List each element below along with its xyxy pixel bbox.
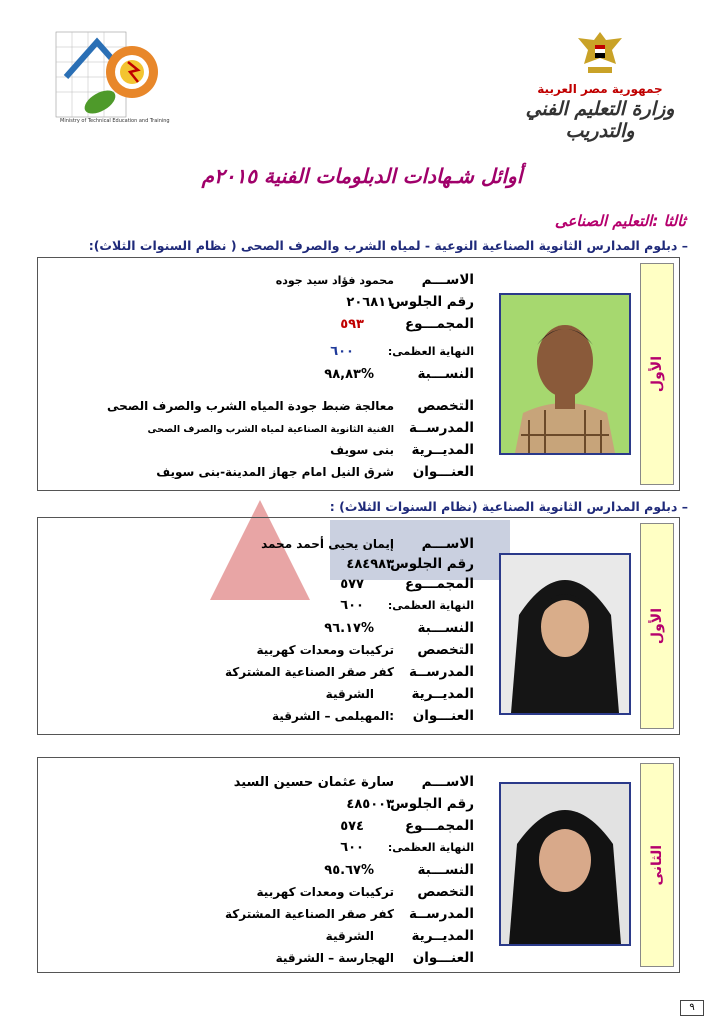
student-card-2	[37, 517, 680, 735]
ministry-name: وزارة التعليم الفني والتدريب	[525, 98, 675, 142]
school: كفر صقر الصناعية المشتركة	[224, 665, 394, 679]
total-score: ٥٧٤	[340, 819, 364, 834]
directorate: بنى سويف	[330, 443, 394, 457]
specialization: تركيبات ومعدات كهربية	[256, 643, 394, 657]
student-info: الاســـم إيمان يحيى أحمد محمد رقم الجلوس ٤٨٤٩٨٣ المجمـــوع ٥٧٧ النهاية العظمى: ٦٠٠ النســـبة %٩٦.١٧ التخصص تركيبات ومعدات كهربية المدرســة كفر صقر الصناعية المشتركة المديــرية الشرقية العنـــوان :المهيلمى – الشرقية	[224, 536, 474, 724]
seat-number: ٤٨٤٩٨٣	[346, 557, 394, 572]
directorate: الشرقية	[325, 929, 374, 943]
seat-number: ٢٠٦٨١١	[346, 295, 394, 310]
percentage: %٩٦.١٧	[324, 621, 374, 636]
student-info: الاســـم سارة عثمان حسين السيد رقم الجلوس ٤٨٥٠٠٣ المجمـــوع ٥٧٤ النهاية العظمى: ٦٠٠ النســـبة %٩٥.٦٧ التخصص تركيبات ومعدات كهربية المدرســة كفر صقر الصناعية المشتركة المديــرية الشرقية العنـــوان الهجارسة – الشرقية	[224, 774, 474, 966]
max-score: ٦٠٠	[340, 598, 364, 613]
eagle-emblem-icon	[572, 28, 628, 78]
specialization: تركيبات ومعدات كهربية	[256, 885, 394, 899]
diploma-heading-1: – دبلوم المدارس الثانوية الصناعية النوعية - لمياه الشرب والصرف الصحى ( نظام السنوات الثلاث):	[88, 238, 688, 253]
directorate: الشرقية	[325, 687, 374, 701]
max-score: ٦٠٠	[330, 344, 354, 359]
section-title: ثالثا :التعليم الصناعى	[554, 212, 686, 230]
address: شرق النيل امام جهاز المدينة-بنى سويف	[156, 465, 394, 479]
school: كفر صقر الصناعية المشتركة	[224, 907, 394, 921]
percentage: %٩٨,٨٣	[324, 367, 374, 382]
student-card-3	[37, 757, 680, 973]
page-number: ٩	[680, 1000, 704, 1016]
student-card-1	[37, 257, 680, 491]
rank-badge: الثانى	[640, 763, 674, 967]
page-title: أوائل شـهادات الدبلومات الفنية ٢٠١٥م	[201, 164, 523, 188]
diploma-heading-2: – دبلوم المدارس الثانوية الصناعية (نظام السنوات الثلاث) :	[329, 499, 688, 514]
rank-badge: الأول	[640, 263, 674, 485]
student-photo	[499, 553, 631, 715]
rank-badge: الأول	[640, 523, 674, 729]
percentage: %٩٥.٦٧	[324, 863, 374, 878]
country-name: جمهورية مصر العربية	[537, 82, 663, 96]
student-name: محمود فؤاد سيد جوده	[275, 274, 394, 287]
ministry-logo	[52, 22, 172, 132]
student-name: إيمان يحيى أحمد محمد	[261, 537, 394, 551]
max-score: ٦٠٠	[340, 840, 364, 855]
ministry-emblem-block	[515, 28, 685, 142]
school: الفنية الثانوية الصناعية لمياه الشرب والصرف الصحى	[147, 424, 394, 435]
address: الهجارسة – الشرقية	[275, 951, 394, 965]
total-score: ٥٧٧	[340, 577, 364, 592]
seat-number: ٤٨٥٠٠٣	[346, 797, 394, 812]
total-score: ٥٩٣	[340, 317, 364, 332]
address: :المهيلمى – الشرقية	[271, 709, 394, 723]
student-info: الاســـم محمود فؤاد سيد جوده رقم الجلوس ٢٠٦٨١١ المجمـــوع ٥٩٣ النهاية العظمى: ٦٠٠ النســـبة %٩٨,٨٣ التخصص معالجة ضبط جودة المياه الشرب والصرف الصحى المدرســة الفنية الثانوية الصناعية لمياه الشرب والصرف الصحى المديــرية بنى سويف العنـــوان شرق النيل امام جهاز المدينة-بنى سويف	[106, 272, 474, 480]
student-name: سارة عثمان حسين السيد	[233, 775, 394, 790]
specialization: معالجة ضبط جودة المياه الشرب والصرف الصحى	[106, 399, 394, 413]
logo-caption: Ministry of Technical Education and Training	[60, 118, 170, 124]
student-photo	[499, 293, 631, 455]
student-photo	[499, 782, 631, 946]
